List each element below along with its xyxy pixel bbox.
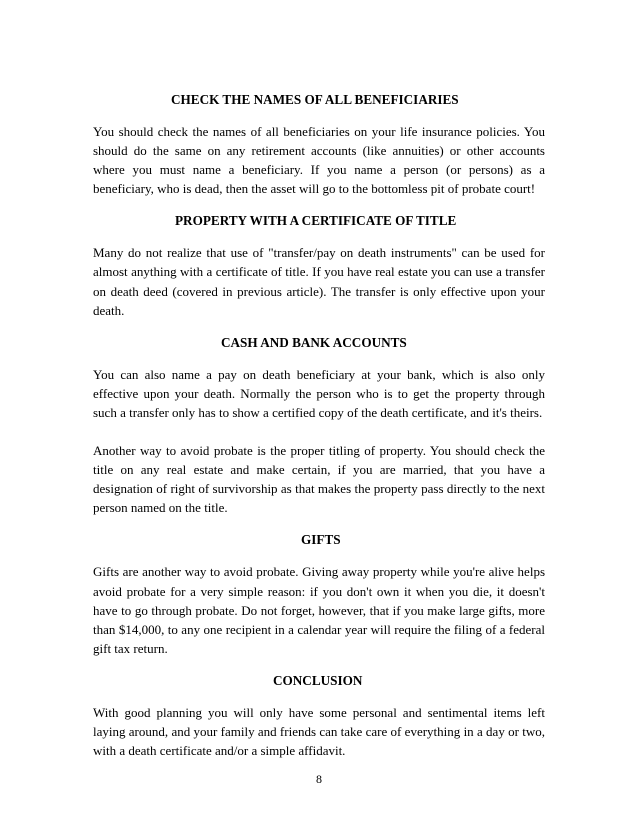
paragraph-beneficiaries: You should check the names of all beneficiaries on your life insurance policies. You should do the same on any retirement accounts (like annuities) or other accounts where you must name a beneficiary. If you name a person (or persons) as a beneficiary, who is dead, then the asset will go to the bottomless pit of probate court!: [93, 124, 545, 197]
paragraph-certificate-of-title: Many do not realize that use of "transfer/pay on death instruments" can be used for almost anything with a certificate of title. If you have real estate you can use a transfer on death deed (covered in previous article). The transfer is only effective upon your death.: [93, 245, 545, 318]
document-page: [93, 90, 545, 760]
section-heading-certificate-of-title: PROPERTY WITH A CERTIFICATE OF TITLE: [175, 213, 457, 229]
paragraph-gifts: Gifts are another way to avoid probate. Giving away property while you're alive helps avoid probate for a very simple reason: if you don't own it when you die, it doesn't have to go through probate. Do not forget, however, that if you make large gifts, more than $14,000, to any one recipient in a calendar year will require the filing of a federal gift tax return.: [93, 564, 545, 656]
paragraph-pay-on-death: You can also name a pay on death beneficiary at your bank, which is also only effective upon your death. Normally the person who is to get the property through such a transfer only has to show a certified copy of the death certificate, and it's theirs.: [93, 366, 545, 420]
page-number: 8: [316, 772, 322, 786]
section-heading-conclusion: CONCLUSION: [273, 672, 363, 688]
paragraph-conclusion: With good planning you will only have some personal and sentimental items left laying around, and your family and friends can take care of everything in a day or two, with a death certificate and/or a simple affidavit.: [93, 704, 545, 759]
paragraph-titling-property: Another way to avoid probate is the proper titling of property. You should check the title on any real estate and make certain, if you are married, that you have a designation of right of survivorship as that makes the property pass directly to the next person named on the title.: [93, 443, 545, 516]
section-heading-gifts: GIFTS: [301, 532, 341, 548]
section-heading-cash-bank-accounts: CASH AND BANK ACCOUNTS: [221, 334, 407, 350]
section-heading-beneficiaries: CHECK THE NAMES OF ALL BENEFICIARIES: [171, 92, 459, 107]
